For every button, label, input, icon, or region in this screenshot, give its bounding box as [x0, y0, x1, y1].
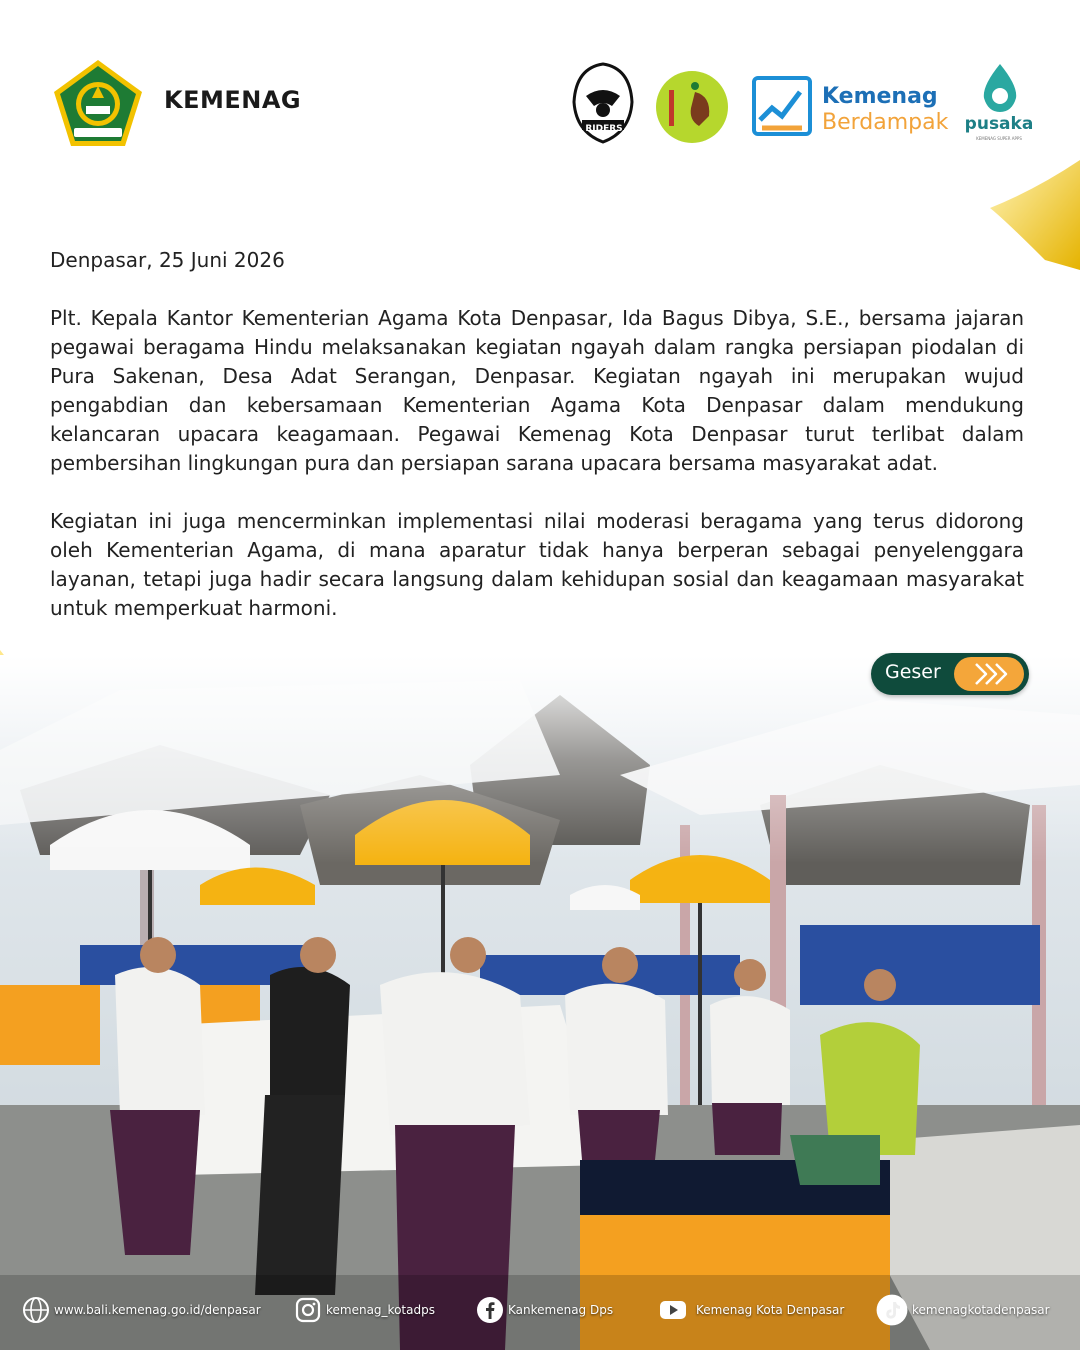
article-body	[50, 246, 1024, 652]
swipe-next-label: Geser	[885, 661, 941, 683]
moderasi-circle-logo	[655, 70, 729, 144]
event-photo	[0, 655, 1080, 1350]
footer-youtube[interactable]	[654, 1288, 844, 1332]
kemenag-berdampak-line2: Berdampak	[822, 110, 949, 135]
footer-website[interactable]	[22, 1288, 261, 1332]
footer-instagram-text: kemenag_kotadps	[326, 1303, 435, 1317]
footer-youtube-text: Kemenag Kota Denpasar	[696, 1303, 845, 1317]
kemenag-emblem-logo	[52, 58, 144, 150]
article-paragraph-1: Plt. Kepala Kantor Kementerian Agama Kota Denpasar, Ida Bagus Dibya, S.E., bersama jajaran pegawai beragama Hindu melaksanakan kegiatan ngayah dalam rangka persiapan piodalan di Pura Sakenan, Desa Adat Serangan, Denpasar. Kegiatan ngayah ini merupakan wujud pengabdian dan kebersamaan Kementerian Agama Kota Denpasar dalam mendukung kelancaran upacara keagamaan. Pegawai Kemenag Kota Denpasar turut terlibat dalam pembersihan lingkungan pura dan persiapan sarana upacara bersama masyarakat adat.	[50, 306, 1024, 475]
pusaka-label: pusaka	[964, 114, 1034, 134]
kemenag-berdampak-text	[822, 84, 948, 136]
pusaka-sub-label: KEMENAG SUPER APPS	[976, 136, 1022, 141]
footer-instagram[interactable]	[294, 1288, 435, 1332]
swipe-arrow-pill	[954, 657, 1024, 691]
instagram-icon	[294, 1296, 322, 1324]
footer-social-bar	[0, 1288, 1080, 1332]
article-date: Denpasar, 25 Juni 2026	[50, 248, 285, 272]
chevrons-right-icon	[954, 657, 1024, 691]
pusaka-drop-icon	[980, 62, 1020, 114]
kemenag-berdampak-line1: Kemenag	[822, 84, 938, 109]
swipe-next-button[interactable]	[871, 653, 1029, 695]
footer-facebook[interactable]	[476, 1288, 613, 1332]
brand-name: KEMENAG	[164, 86, 302, 114]
youtube-icon	[654, 1296, 692, 1324]
facebook-icon	[476, 1296, 504, 1324]
tiktok-icon	[876, 1294, 908, 1326]
article-paragraph-2: Kegiatan ini juga mencerminkan implementasi nilai moderasi beragama yang terus didorong oleh Kementerian Agama, di mana aparatur tidak hanya berperan sebagai penyelenggara layanan, tetapi juga hadir secara langsung dalam kehidupan sosial dan keagamaan masyarakat untuk memperkuat harmoni.	[50, 509, 1024, 620]
riders-label: RIDERS	[585, 124, 623, 134]
footer-tiktok[interactable]	[876, 1288, 1050, 1332]
header	[0, 0, 1080, 200]
kemenag-berdampak-logo	[752, 76, 812, 136]
footer-website-text: www.bali.kemenag.go.id/denpasar	[54, 1303, 261, 1317]
footer-facebook-text: Kankemenag Dps	[508, 1303, 614, 1317]
footer-tiktok-text: kemenagkotadenpasar	[912, 1303, 1050, 1317]
globe-icon	[22, 1296, 50, 1324]
